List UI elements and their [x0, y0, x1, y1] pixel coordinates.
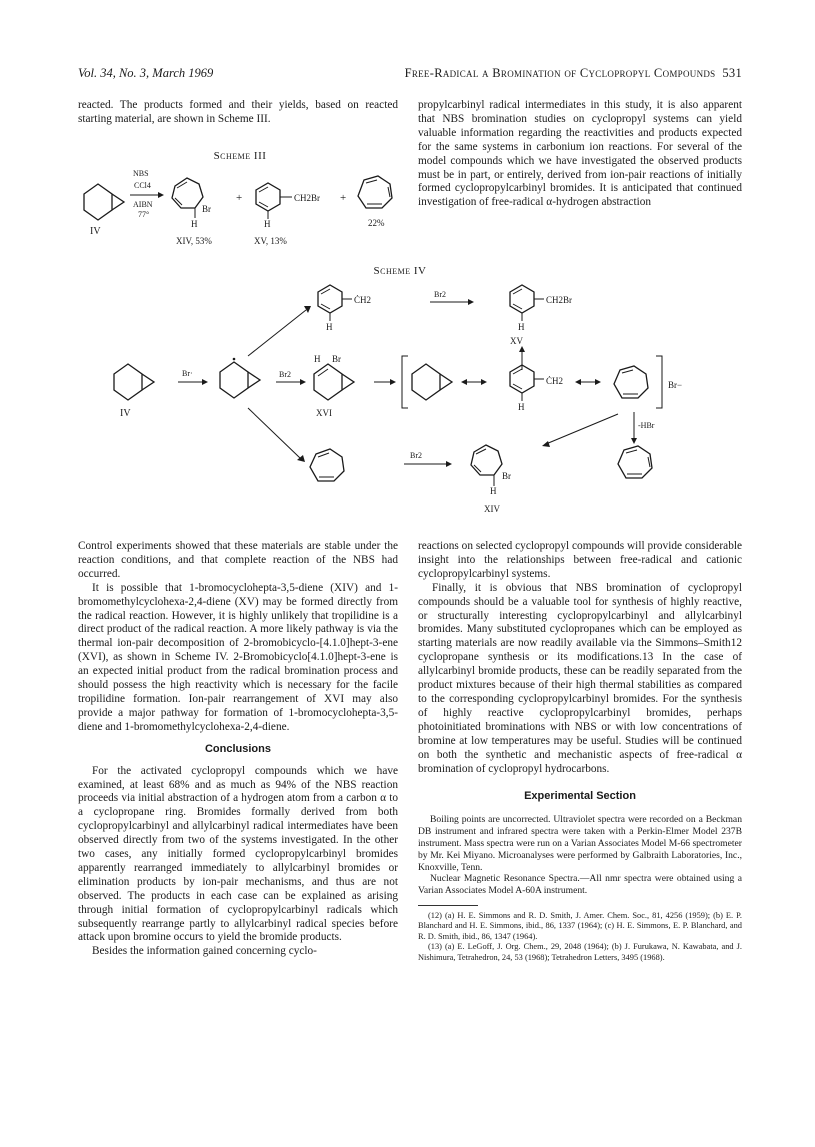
- bicyclic-radical: [220, 358, 260, 398]
- scheme4-xvi-label: XVI: [316, 408, 332, 418]
- scheme-4-diagram: [78, 280, 742, 520]
- footnote-12: (12) (a) H. E. Simmons and R. D. Smith, J. Amer. Chem. Soc., 81, 4256 (1959); (b) E. P. Blanchard and H. E. Simmons, ibid., 86, 1337 (1964); (c) H. E. Simmons, E. P. Blanchard, and R. D. Smith, ibid., 86, 1347 (1964).: [418, 910, 742, 941]
- top-right-paragraph: [418, 99, 742, 210]
- upper-h: H: [326, 322, 333, 332]
- plus-1: +: [236, 192, 243, 204]
- journal-citation: Vol. 34, No. 3, March 1969: [78, 66, 214, 80]
- xvi-h: H: [314, 354, 321, 364]
- xiv-h-label: H: [490, 486, 497, 496]
- left-p4: Besides the information gained concerning cyclo-: [92, 945, 317, 958]
- reagent-ccl4: CCl4: [134, 181, 151, 190]
- compound-xiv-structure: [172, 178, 203, 218]
- scheme4-xv-label: XV: [510, 336, 523, 346]
- right-p1: reactions on selected cyclopropyl compounds will provide considerable insight into the relationships between free-radical and cationic cyclopropylcarbinyl systems.: [418, 540, 742, 580]
- experimental-heading: Experimental Section: [524, 790, 636, 803]
- scheme4-tropilidine: [618, 446, 652, 478]
- reagent-aibn: AIBN: [133, 200, 153, 209]
- compound-iv-structure: [84, 184, 124, 220]
- br2-reagent-middle: Br2: [279, 370, 291, 379]
- cycloheptadienyl-cation: [614, 366, 648, 398]
- xvi-br: Br: [332, 354, 341, 364]
- running-title: [405, 66, 742, 81]
- top-left-paragraph: [78, 99, 398, 127]
- scheme-3-diagram: [78, 164, 398, 256]
- cyclohexadienyl-methyl-radical: [318, 285, 352, 321]
- running-header: [78, 66, 742, 84]
- tropilidine-structure: [358, 176, 392, 208]
- reagent-temperature: 77°: [138, 210, 150, 219]
- conclusions-heading: Conclusions: [204, 742, 271, 755]
- scheme4-compound-xv: [510, 285, 544, 321]
- page-number: 531: [722, 66, 742, 80]
- scheme4-compound-iv: [114, 364, 154, 400]
- cation-ch2: ĊH2: [546, 376, 564, 386]
- plus-2: +: [340, 192, 347, 204]
- compound-iv-label: IV: [90, 226, 101, 237]
- xiv-br: Br: [202, 204, 211, 214]
- cyclohexadienyl-methyl-cation: [510, 365, 544, 401]
- scheme4-compound-xvi: [314, 364, 354, 400]
- xiv-br-label: Br: [502, 471, 511, 481]
- top-left-text: reacted. The products formed and their yields, based on reacted starting material, are shown in Scheme III.: [78, 99, 398, 125]
- xv-h-label: H: [518, 322, 525, 332]
- bromide-anion: Br−: [668, 380, 683, 390]
- scheme4-compound-xiv: [471, 445, 502, 486]
- footnotes: [418, 911, 742, 963]
- upper-ch2-radical: ĊH2: [354, 295, 372, 305]
- cation-h: H: [518, 402, 525, 412]
- footnote-13: (13) (a) E. LeGoff, J. Org. Chem., 29, 2048 (1964); (b) J. Furukawa, N. Kawabata, and J. Nishimura, Tetrahedron, 24, 53 (1968); Tetrahedron Letters, 3495 (1968).: [418, 942, 742, 962]
- minus-hbr: -HBr: [638, 421, 655, 430]
- br2-reagent-upper: Br2: [434, 290, 446, 299]
- left-p2: It is possible that 1-bromocyclohepta-3,5-diene (XIV) and 1-bromomethylcyclohexa-2,4-diene (XV) may be formed directly from the radical reaction. However, it is highly unlikely that tropilidine is a direct product of the radical reaction. A more likely pathway is via the thermal ion-pair decomposition of 2-bromobicyclo-[4.1.0]hept-3-ene (XVI), as shown in Scheme IV. 2-Bromobicyclo[4.1.0]hept-3-ene is an expected initial product from the radical bromination process and should possess the high reactivity which is necessary for the facile tropilidine formation. Ion-pair rearrangement of XVI may also provide a major pathway for formation of 1-bromocyclohepta-3,5-diene and 1-bromomethylcyclohexa-2,4-diene.: [78, 581, 398, 733]
- lower-left-column: [78, 540, 398, 959]
- reagent-nbs: NBS: [133, 169, 149, 178]
- scheme4-xiv-label: XIV: [484, 504, 500, 514]
- xv-h: H: [264, 219, 271, 229]
- cyclopropylcarbinyl-cation: [412, 364, 452, 400]
- experimental-p2: Nuclear Magnetic Resonance Spectra.—All nmr spectra were obtained using a Varian Associates Model A-60A instrument.: [418, 873, 742, 897]
- footnote-rule: [418, 905, 478, 906]
- left-p1: Control experiments showed that these materials are stable under the reaction conditions, and that complete reaction of the NBS had occurred.: [78, 540, 398, 580]
- scheme-3-title: Scheme III: [213, 150, 267, 162]
- running-title-text: Free-Radical α Bromination of Cyclopropyl Compounds: [404, 66, 716, 80]
- lower-right-column: [418, 540, 742, 963]
- tropilidine-yield: 22%: [368, 218, 385, 228]
- br2-reagent-lower: Br2: [410, 451, 422, 460]
- xv-ch2br-label: CH2Br: [546, 295, 573, 305]
- xv-ch2br: CH2Br: [294, 193, 321, 203]
- xv-label-yield: XV, 13%: [254, 236, 287, 246]
- compound-xv-structure: [256, 183, 292, 219]
- br-radical-reagent: Br·: [182, 369, 193, 378]
- xiv-label-yield: XIV, 53%: [176, 236, 212, 246]
- scheme4-iv-label: IV: [120, 408, 131, 419]
- scheme-4-title: Scheme IV: [373, 265, 427, 277]
- experimental-p1: Boiling points are uncorrected. Ultraviolet spectra were recorded on a Beckman DB instrument and infrared spectra were taken with a Perkin-Elmer Model 237B instrument. Mass spectra were run on a Varian Associates Model M-66 spectrometer by Mr. Kei Miyano. Microanalyses were performed by Galbraith Laboratories, Inc., Knoxville, Tenn.: [418, 814, 742, 873]
- top-right-text: propylcarbinyl radical intermediates in this study, it is also apparent that NBS bromination studies on cyclopropyl systems can yield valuable information regarding the reactivities and products expected for the same systems in carbonium ion reactions. For several of the model compounds which we have investigated the observed products must be in part, or entirely, derived from ion-pair reactions of initially formed cyclopropylcarbinyl bromides. It is anticipated that continued investigation of free-radical α-hydrogen abstraction: [418, 99, 742, 209]
- experimental-text: [418, 814, 742, 897]
- left-p3: For the activated cyclopropyl compounds which we have examined, at least 68% and as much as 94% of the NBS reaction proceeds via initial abstraction of a hydrogen atom from a carbon α to a cyclopropane ring. Bromides formally derived from both cyclopropylcarbinyl and allylcarbinyl radical intermediates have been observed directly from two of the systems investigated. In the other two cases, any initially formed cyclopropylcarbinyl bromides apparently rearranged immediately to allylcarbinyl bromides or elimination products by ion-pair mechanisms, and thus are not observed. The products in each case can be explained as arising through initial formation of cyclopropylcarbinyl radicals which subsequently rearrange partly to allylcarbinyl radical species before attack upon bromine occurs to yield the bromide products.: [78, 764, 398, 944]
- cycloheptadienyl-radical: [310, 449, 344, 481]
- xiv-h: H: [191, 219, 198, 229]
- right-p2: Finally, it is obvious that NBS bromination of cyclopropyl compounds should be a valuable tool for synthesis of highly reactive, or structurally interesting cyclopropylcarbinyl and allylcarbinyl bromides. Many substituted cyclopropanes which can be employed as starting materials are now readily available via the Simmons–Smith12 cyclopropane synthesis or its modifications.13 In the case of allylcarbinyl bromide products, these can be readily separated from the product mixtures because of their high thermal stabilities as compared to the corresponding cyclopropylcarbinyl bromides. For the synthesis of highly reactive cyclopropylcarbinyl bromides, perhaps photoinitiated brominations with NBS or with low concentrations of bromine at low temperatures may be useful. Studies will be continued on both the synthetic and mechanistic aspects of free-radical α bromination of cyclopropyl hydrocarbons.: [418, 581, 742, 775]
